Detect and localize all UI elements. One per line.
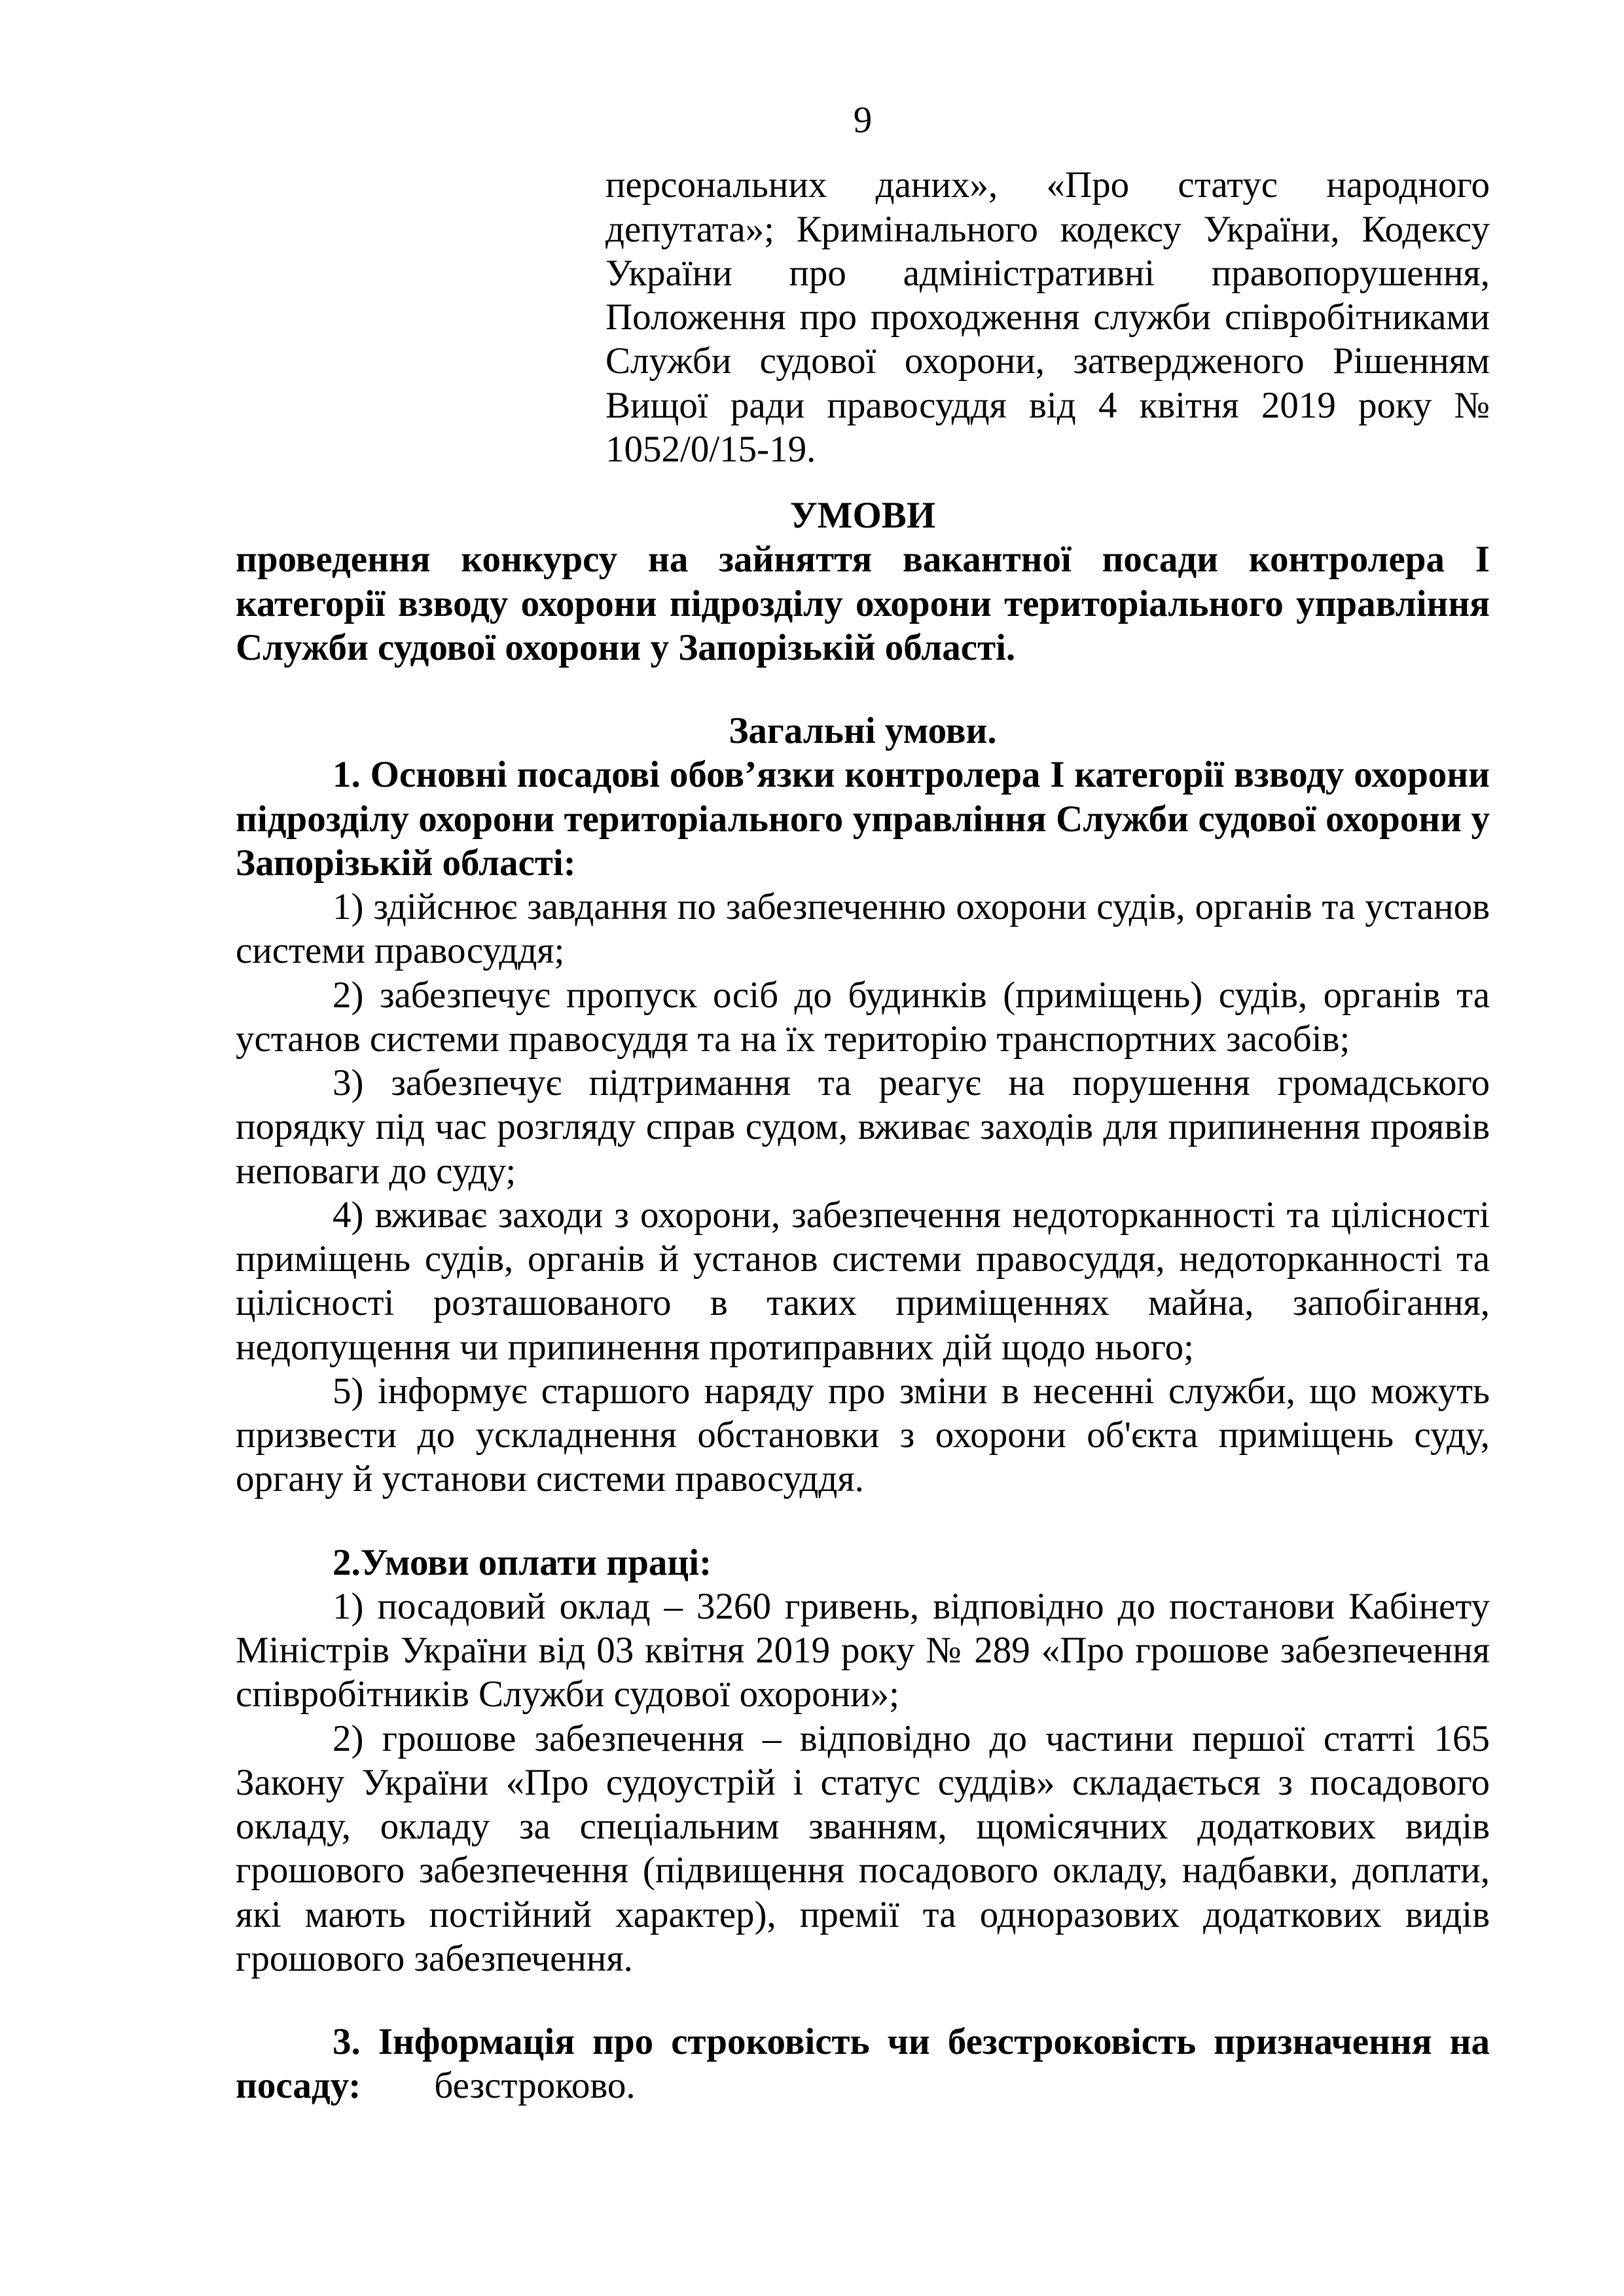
term-value: безстроково. xyxy=(434,2065,636,2107)
duty-item-4: 4) вживає заходи з охорони, забезпечення недоторканності та цілісності приміщень судів, органів й установ системи правосуддя, недоторканності та цілісності розташованого в таких приміщеннях майна, запобігання, недопущення чи припинення протиправних дій щодо нього; xyxy=(236,1194,1490,1368)
duty-item-1: 1) здійснює завдання по забезпеченню охорони судів, органів та установ системи правосуддя; xyxy=(236,886,1490,972)
conditions-subtitle: проведення конкурсу на зайняття вакантної посади контролера І категорії взводу охорони підрозділу охорони територіального управління Служби судової охорони у Запорізькій області. xyxy=(236,539,1490,668)
continuation-paragraph: персональних даних», «Про статус народного депутата»; Кримінального кодексу України, Кодексу України про адміністративні правопорушення, Положення про проходження служби співробітниками Служби судової охорони, затвердженого Рішенням Вищої ради правосуддя від 4 квітня 2019 року № 1052/0/15-19. xyxy=(605,164,1490,470)
pay-heading: 2.Умови оплати праці: xyxy=(333,1541,712,1583)
term-paragraph xyxy=(236,2020,1490,2108)
duty-item-3: 3) забезпечує підтримання та реагує на порушення громадського порядку під час розгляду справ судом, вживає заходів для припинення проявів неповаги до суду; xyxy=(236,1062,1490,1192)
duty-item-5: 5) інформує старшого наряду про зміни в несенні служби, що можуть призвести до ускладнення обстановки з охорони об'єкта приміщень суду, органу й установи системи правосуддя. xyxy=(236,1370,1490,1500)
duty-item-2: 2) забезпечує пропуск осіб до будинків (приміщень) судів, органів та установ системи правосуддя та на їх територію транспортних засобів; xyxy=(236,974,1490,1060)
page-number: 9 xyxy=(853,99,873,141)
term-heading: 3. Інформація про строковість чи безстроковість призначення на посаду: xyxy=(236,2021,1490,2107)
general-terms-heading: Загальні умови. xyxy=(729,710,997,751)
pay-item-2: 2) грошове забезпечення – відповідно до частини першої статті 165 Закону України «Про судоустрій і статус суддів» складається з посадового окладу, окладу за спеціальним званням, щомісячних додаткових видів грошового забезпечення (підвищення посадового окладу, надбавки, доплати, які мають постійний характер), премії та одноразових додаткових видів грошового забезпечення. xyxy=(236,1717,1490,1979)
duties-heading: 1. Основні посадові обов’язки контролера І категорії взводу охорони підрозділу охорони територіального управління Служби судової охорони у Запорізькій області: xyxy=(236,754,1490,884)
conditions-title: УМОВИ xyxy=(789,495,936,536)
pay-item-1: 1) посадовий оклад – 3260 гривень, відповідно до постанови Кабінету Міністрів України від 03 квітня 2019 року № 289 «Про грошове забезпечення співробітників Служби судової охорони»; xyxy=(236,1585,1490,1715)
